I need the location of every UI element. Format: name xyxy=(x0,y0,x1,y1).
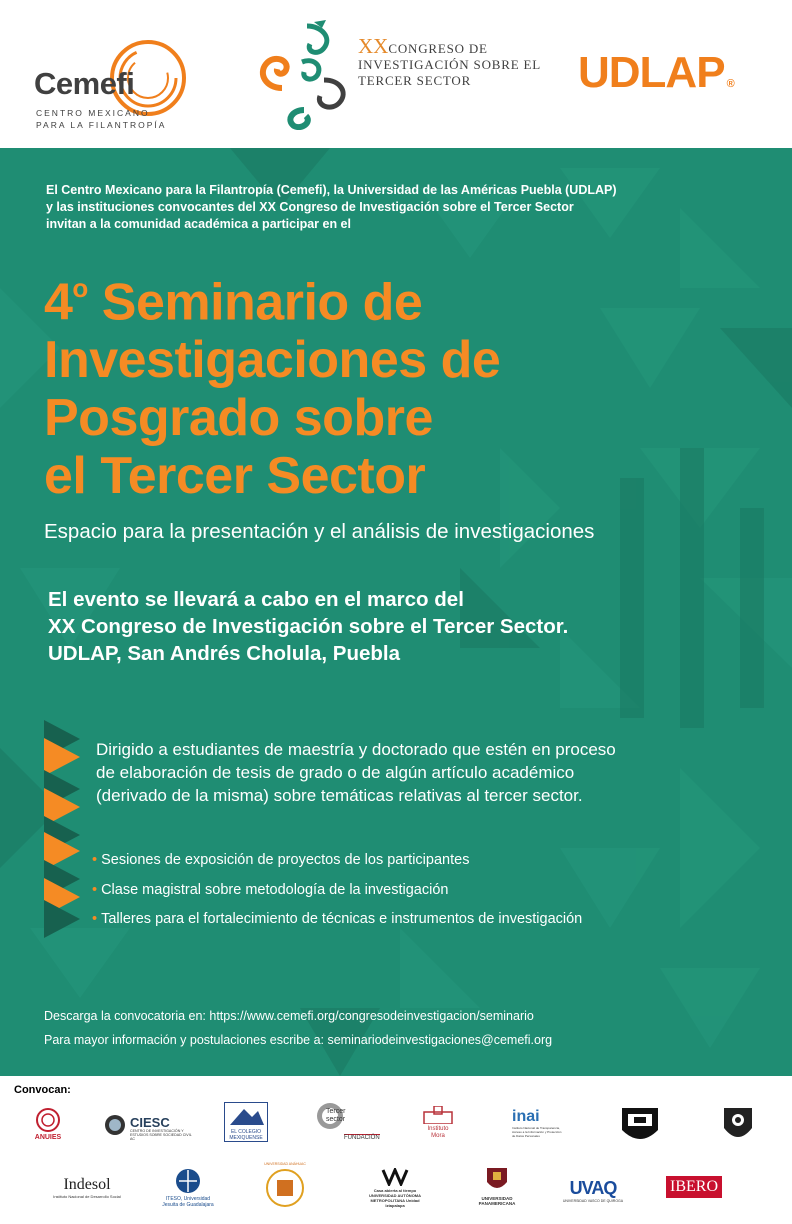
footer-info xyxy=(44,1004,552,1052)
intro-text xyxy=(46,182,766,233)
colegio-mexiquense-label: EL COLEGIO MEXIQUENSE xyxy=(229,1129,263,1141)
uvaq-label: UVAQ xyxy=(569,1178,617,1198)
title-line-1-text: Seminario de xyxy=(87,273,423,332)
panamericana-label: UNIVERSIDAD PANAMERICANA xyxy=(478,1196,516,1206)
subtitle: Espacio para la presentación y el análisis de investigaciones xyxy=(44,520,595,543)
sponsors-label: Convocan: xyxy=(14,1084,71,1096)
udlap-logo xyxy=(578,48,732,98)
cemefi-tagline xyxy=(36,107,166,131)
cemefi-wordmark: Cemefi xyxy=(34,66,135,101)
arrow-decoration xyxy=(44,900,80,938)
ciesc-icon xyxy=(104,1114,126,1136)
event-line-3: UDLAP, San Andrés Cholula, Puebla xyxy=(48,642,400,665)
congreso-line-3: TERCER SECTOR xyxy=(358,73,472,88)
uvaq-logo xyxy=(562,1178,624,1203)
title-line-1 xyxy=(44,263,764,331)
inai-logo xyxy=(512,1108,572,1138)
congreso-xx: XX xyxy=(358,34,389,58)
list-item-text: Sesiones de exposición de proyectos de los participantes xyxy=(101,852,470,868)
congreso-spiral-icon xyxy=(252,18,362,130)
uam-label: Casa abierta al tiempo UNIVERSIDAD AUTÓNOMA METROPOLITANA Unidad Iztapalapa xyxy=(368,1188,422,1208)
iteso-logo xyxy=(160,1168,216,1208)
intro-line-3: invitan a la comunidad académica a participar en el xyxy=(46,217,351,231)
indesol-label: Indesol xyxy=(63,1176,111,1193)
main-panel xyxy=(0,148,792,1076)
intro-line-2: y las instituciones convocantes del XX Congreso de Investigación sobre el Tercer Sector xyxy=(46,200,574,214)
activities-list xyxy=(92,846,582,935)
iteso-globe-icon xyxy=(175,1168,201,1194)
cemefi-tagline-2: PARA LA FILANTROPÍA xyxy=(36,120,167,130)
description-line-1: Dirigido a estudiantes de maestría y doctorado que estén en proceso xyxy=(96,740,616,759)
congreso-line-2: INVESTIGACIÓN SOBRE EL xyxy=(358,57,541,72)
udlap-wordmark: UDLAP xyxy=(578,48,725,97)
description xyxy=(96,738,736,807)
indesol-logo xyxy=(52,1176,122,1199)
uvaq-subtitle: UNIVERSIDAD VASCO DE QUIROGA xyxy=(562,1199,624,1203)
instituto-mora-logo xyxy=(420,1106,456,1140)
ciesc-label: CIESC xyxy=(130,1115,170,1130)
list-item xyxy=(92,876,582,906)
anuies-label: ANUIES xyxy=(34,1134,62,1141)
content xyxy=(0,148,792,1076)
panamericana-logo xyxy=(466,1166,528,1206)
download-link[interactable]: Descarga la convocatoria en: https://www.cemefi.org/congresodeinvestigacion/seminario xyxy=(44,1009,534,1023)
anahuac-seal-icon xyxy=(265,1168,305,1208)
fundacion-label: FUNDACIÓN xyxy=(344,1135,380,1141)
title-line-2: Investigaciones de xyxy=(44,331,501,390)
list-item-text: Clase magistral sobre metodología de la investigación xyxy=(101,881,449,898)
header xyxy=(0,0,792,148)
instituto-mora-label: Instituto Mora xyxy=(427,1126,449,1139)
seminar-title xyxy=(44,263,764,505)
inai-label: inai xyxy=(512,1108,540,1125)
tercer-sector-label: Tercer sector xyxy=(326,1108,346,1123)
indesol-subtitle: Instituto Nacional de Desarrollo Social xyxy=(53,1194,121,1199)
title-line-3: Posgrado sobre xyxy=(44,389,433,448)
congreso-title xyxy=(358,34,541,89)
university-shield-icon xyxy=(718,1104,758,1148)
uam-logo xyxy=(366,1168,424,1208)
bullet-icon: • xyxy=(92,911,98,927)
event-line-2: XX Congreso de Investigación sobre el Tercer Sector. xyxy=(48,615,569,638)
building-icon xyxy=(422,1106,454,1124)
anahuac-logo xyxy=(264,1162,306,1210)
cemefi-tagline-1: CENTRO MEXICANO xyxy=(36,108,150,118)
anuies-logo xyxy=(28,1106,68,1141)
colegio-mexiquense-logo xyxy=(224,1102,268,1142)
mountain-icon xyxy=(226,1103,266,1127)
list-item xyxy=(92,846,582,876)
bullet-icon: • xyxy=(92,852,98,868)
anahuac-label: UNIVERSIDAD ANÁHUAC xyxy=(264,1162,306,1166)
title-ordinal: o xyxy=(72,273,88,303)
bullet-icon: • xyxy=(92,881,98,898)
event-line-1: El evento se llevará a cabo en el marco del xyxy=(48,588,464,611)
cemefi-logo xyxy=(30,38,200,133)
ciesc-subtitle: CENTRO DE INVESTIGACIÓN Y ESTUDIOS SOBRE SOCIEDAD CIVIL AC xyxy=(130,1129,192,1141)
congreso-line-1: CONGRESO DE xyxy=(388,41,488,56)
udlap-registered-mark: ® xyxy=(726,78,734,90)
list-item xyxy=(92,905,582,935)
ibero-logo xyxy=(666,1176,722,1198)
ibero-label: IBERO xyxy=(670,1178,718,1195)
title-number: 4 xyxy=(44,273,73,332)
title-line-4: el Tercer Sector xyxy=(44,447,426,506)
description-line-2: de elaboración de tesis de grado o de algún artículo académico xyxy=(96,763,575,782)
panamericana-shield-icon xyxy=(483,1166,511,1194)
sponsors-bar xyxy=(0,1076,792,1224)
description-line-3: (derivado de la misma) sobre temáticas relativas al tercer sector. xyxy=(96,786,583,805)
anuies-icon xyxy=(33,1106,63,1132)
inai-subtitle: Instituto Nacional de Transparencia, Acceso a la Información y Protección de Datos Personales xyxy=(512,1126,562,1138)
list-item-text: Talleres para el fortalecimiento de técnicas e instrumentos de investigación xyxy=(101,911,583,927)
iteso-label: ITESO, Universidad Jesuita de Guadalajara xyxy=(162,1196,214,1208)
intro-line-1: El Centro Mexicano para la Filantropía (Cemefi), la Universidad de las Américas Puebla (UDLAP) xyxy=(46,183,617,197)
unam-shield-icon xyxy=(618,1104,662,1148)
contact-email[interactable]: Para mayor información y postulaciones escribe a: seminariodeinvestigaciones@cemefi.org xyxy=(44,1033,553,1047)
uam-icon xyxy=(381,1168,409,1186)
fundacion-tercer-sector-logo xyxy=(316,1102,380,1144)
event-info xyxy=(48,586,568,667)
